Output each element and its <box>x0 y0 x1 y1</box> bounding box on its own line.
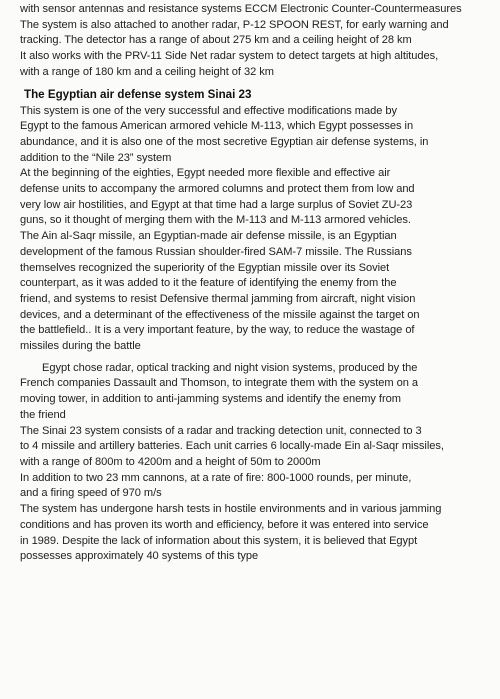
text-line: and a firing speed of 970 m/s <box>20 487 162 500</box>
main-paragraph <box>20 104 482 355</box>
radar-paragraph <box>20 361 482 565</box>
text-line: tracking. The detector has a range of about 275 km and a ceiling height of 28 km <box>20 34 412 47</box>
text-line: friend, and systems to resist Defensive thermal jamming from aircraft, night vision <box>20 292 416 305</box>
text-line: counterpart, as it was added to it the feature of identifying the enemy from the <box>20 277 397 290</box>
text-line: In addition to two 23 mm cannons, at a rate of fire: 800-1000 rounds, per minute, <box>20 471 412 484</box>
text-line: with a range of 800m to 4200m and a height of 50m to 2000m <box>20 455 321 468</box>
text-line: The system has undergone harsh tests in hostile environments and in various jamming <box>20 503 442 516</box>
text-line: guns, so it thought of merging them with the M-113 and M-113 armored vehicles. <box>20 214 411 227</box>
text-line: with a range of 180 km and a ceiling height of 32 km <box>20 65 274 78</box>
top-paragraph <box>20 2 482 81</box>
text-line: conditions and has proven its worth and efficiency, before it was entered into service <box>20 518 429 531</box>
text-line: Egypt chose radar, optical tracking and night vision systems, produced by the <box>42 361 418 374</box>
text-line: French companies Dassault and Thomson, to integrate them with the system on a <box>20 377 418 390</box>
text-line: missiles during the battle <box>20 340 141 353</box>
text-line: abundance, and it is also one of the most secretive Egyptian air defense systems, in <box>20 135 429 148</box>
text-line: The system is also attached to another radar, P-12 SPOON REST, for early warning and <box>20 18 449 31</box>
text-line: possesses approximately 40 systems of this type <box>20 550 259 563</box>
text-line: with sensor antennas and resistance systems ECCM Electronic Counter-Countermeasures <box>20 3 462 15</box>
text-line: themselves recognized the superiority of the Egyptian missile over its Soviet <box>20 261 390 274</box>
text-line: It also works with the PRV-11 Side Net radar system to detect targets at high altitudes, <box>20 50 439 63</box>
text-line: At the beginning of the eighties, Egypt needed more flexible and effective air <box>20 167 391 180</box>
text-line: The Ain al-Saqr missile, an Egyptian-made air defense missile, is an Egyptian <box>20 230 397 243</box>
text-line: development of the famous Russian shoulder-fired SAM-7 missile. The Russians <box>20 245 412 258</box>
text-line: the battlefield.. It is a very important feature, by the way, to reduce the wastage of <box>20 324 415 337</box>
text-line: devices, and a determinant of the effectiveness of the missile against the target on <box>20 308 420 321</box>
text-line: addition to the “Nile 23” system <box>20 151 172 164</box>
text-line: very low air hostilities, and Egypt at that time had a large surplus of Soviet ZU-23 <box>20 198 413 211</box>
text-line: defense units to accompany the armored columns and protect them from low and <box>20 183 415 196</box>
text-line: This system is one of the very successful and effective modifications made by <box>20 104 398 117</box>
text-line: moving tower, in addition to anti-jamming systems and identify the enemy from <box>20 393 401 406</box>
text-line: in 1989. Despite the lack of information about this system, it is believed that Egypt <box>20 534 418 547</box>
text-line: to 4 missile and artillery batteries. Each unit carries 6 locally-made Ein al-Saqr missiles, <box>20 440 444 453</box>
text-line: The Sinai 23 system consists of a radar and tracking detection unit, connected to 3 <box>20 424 422 437</box>
text-line: Egypt to the famous American armored vehicle M-113, which Egypt possesses in <box>20 120 414 133</box>
text-line: the friend <box>20 408 66 421</box>
section-heading: The Egyptian air defense system Sinai 23 <box>24 87 252 101</box>
